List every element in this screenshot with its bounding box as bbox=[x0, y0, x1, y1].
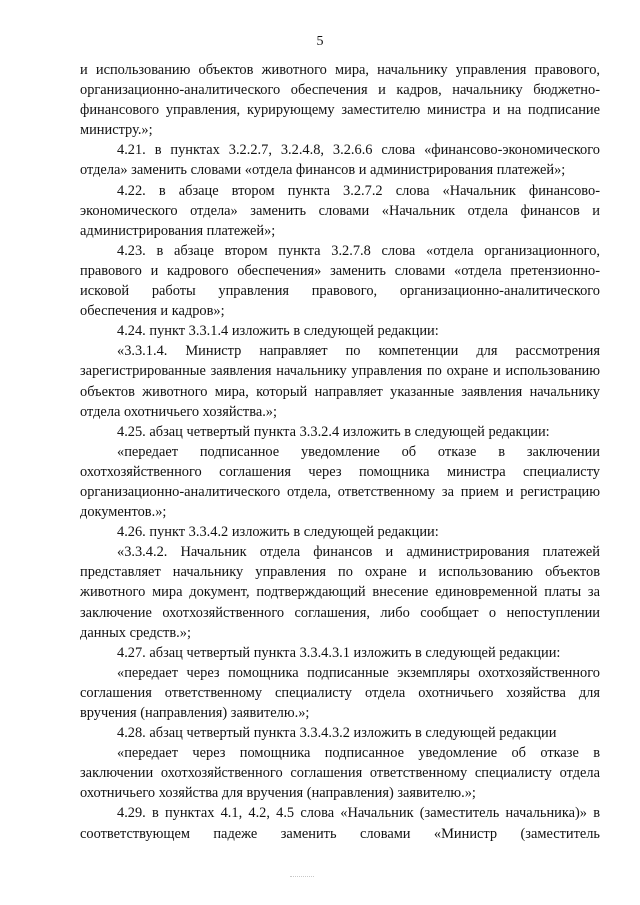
paragraph-4-21: 4.21. в пунктах 3.2.2.7, 3.2.4.8, 3.2.6.6 слова «финансово-экономического отдела» заменить словами «отдела финансов и администрирования платежей»; bbox=[80, 142, 600, 179]
paragraph-4-24: 4.24. пункт 3.3.1.4 изложить в следующей редакции: bbox=[117, 323, 439, 340]
paragraph-3-3-1-4-text: «3.3.1.4. Министр направляет по компетенции для рассмотрения зарегистрированные заявления начальнику управления по охране и использованию объектов животного мира, который направляет указанные заявления начальнику отдела охотничьего хозяйства.»; bbox=[80, 343, 600, 420]
page-number: 5 bbox=[316, 34, 324, 49]
scan-mark bbox=[290, 876, 314, 878]
paragraph-4-25-text: «передает подписанное уведомление об отказе в заключении охотхозяйственного соглашения через помощника министра специалисту организационно-аналитического отдела, ответственному за прием и регистрацию документов.»; bbox=[80, 443, 600, 521]
paragraph-4-28: 4.28. абзац четвертый пункта 3.3.4.3.2 изложить в следующей редакции bbox=[117, 725, 557, 742]
paragraph-3-3-4-2-text: «3.3.4.2. Начальник отдела финансов и администрирования платежей представляет начальнику управления по охране и использованию объектов животного мира документ, подтверждающий внесение единовременной платы за заключение охотхозяйственного соглашения, либо сообщает о непоступлении данных средств.»; bbox=[80, 544, 600, 641]
document-body bbox=[80, 60, 600, 844]
paragraph-continuation: и использованию объектов животного мира, начальнику управления правового, организационно-аналитического обеспечения и кадров, начальнику бюджетно-финансового управления, курирующему заместителю министра и на подписание министру.»; bbox=[80, 62, 600, 139]
paragraph-4-22: 4.22. в абзаце втором пункта 3.2.7.2 слова «Начальник финансово-экономического отдела» заменить словами «Начальник отдела финансов и администрирования платежей»; bbox=[80, 182, 600, 239]
paragraph-4-23: 4.23. в абзаце втором пункта 3.2.7.8 слова «отдела организационного, правового и кадрового обеспечения» заменить словами «отдела претензионно-исковой работы управления правового, организационно-аналитического обеспечения и кадров»; bbox=[80, 242, 600, 320]
paragraph-4-25: 4.25. абзац четвертый пункта 3.3.2.4 изложить в следующей редакции: bbox=[117, 423, 550, 440]
paragraph-4-29: 4.29. в пунктах 4.1, 4.2, 4.5 слова «Начальник (заместитель начальника)» в соответствующем падеже заменить словами «Министр (заместитель bbox=[80, 805, 600, 842]
paragraph-4-28-text: «передает через помощника подписанное уведомление об отказе в заключении охотхозяйственного соглашения ответственному специалисту отдела охотничьего хозяйства для вручения (направления) заявителю.»; bbox=[80, 745, 600, 802]
paragraph-4-27: 4.27. абзац четвертый пункта 3.3.4.3.1 изложить в следующей редакции: bbox=[117, 644, 561, 661]
paragraph-4-27-text: «передает через помощника подписанные экземпляры охотхозяйственного соглашения ответственному специалисту отдела охотничьего хозяйства для вручения (направления) заявителю.»; bbox=[80, 664, 600, 721]
paragraph-4-26: 4.26. пункт 3.3.4.2 изложить в следующей редакции: bbox=[117, 524, 439, 541]
